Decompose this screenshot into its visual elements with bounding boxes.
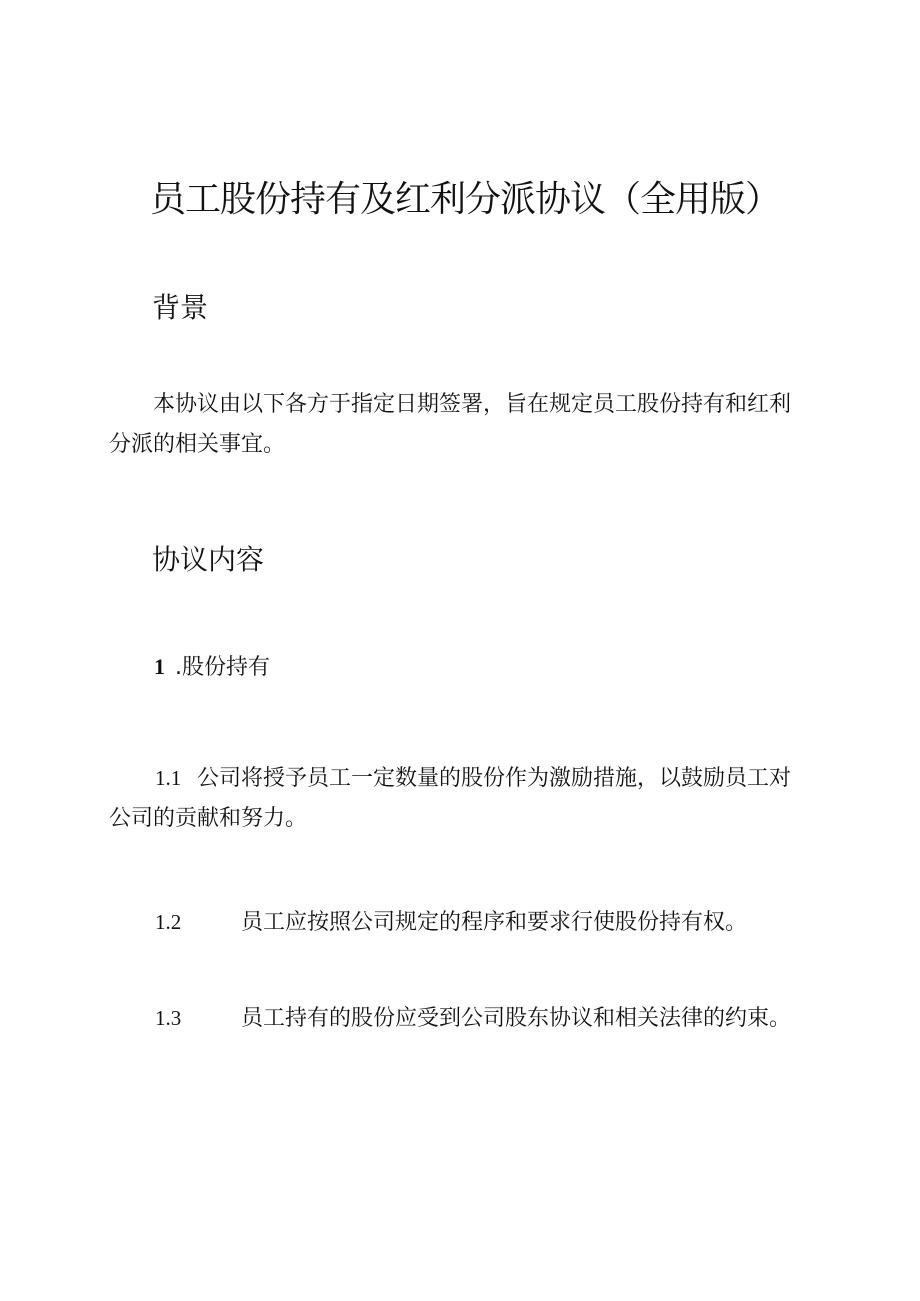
clause-number: 1.1 [155,766,182,790]
clause-1-1 [109,758,809,839]
clause-number: 1.2 [155,910,182,934]
clause-text: 公司将授予员工一定数量的股份作为激励措施，以鼓励员工对公司的贡献和努力。 [109,766,792,831]
subsection-number: 1 [154,654,165,679]
clause-text: 员工持有的股份应受到公司股东协议和相关法律的约束。 [241,1006,792,1031]
section-heading-background: 背景 [152,291,209,324]
subsection-title: .股份持有 [175,655,270,680]
clause-1-3 [109,998,809,1039]
background-paragraph: 本协议由以下各方于指定日期签署，旨在规定员工股份持有和红利分派的相关事宜。 [109,392,792,457]
clause-text: 员工应按照公司规定的程序和要求行使股份持有权。 [241,910,748,935]
clause-1-2 [109,902,809,943]
subsection-heading-share-holding [154,651,270,684]
clause-number: 1.3 [155,1006,182,1030]
section-heading-agreement-content: 协议内容 [152,543,265,576]
document-title: 员工股份持有及红利分派协议（全用版） [150,179,781,220]
